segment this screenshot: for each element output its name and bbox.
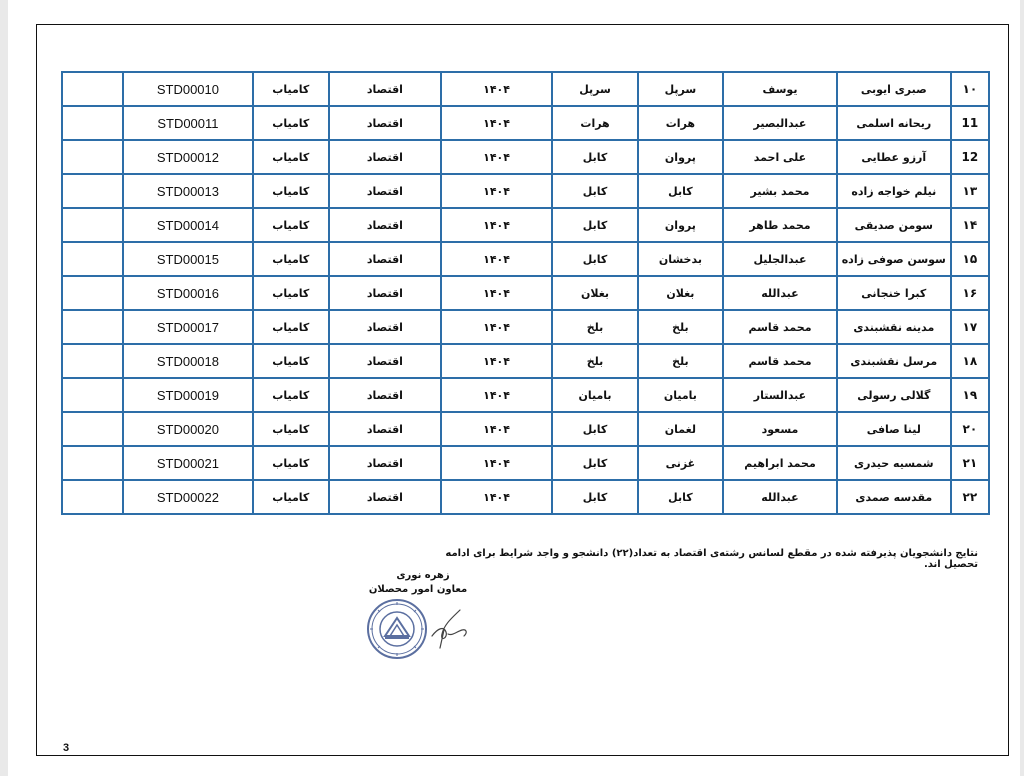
row-number: ۲۲ bbox=[951, 480, 989, 514]
birth-province: پروان bbox=[638, 140, 723, 174]
result-status: کامیاب bbox=[253, 140, 330, 174]
birth-province: کابل bbox=[638, 174, 723, 208]
empty-cell bbox=[62, 310, 123, 344]
school-province: بامیان bbox=[552, 378, 637, 412]
student-name: مدینه نقشبندی bbox=[837, 310, 951, 344]
empty-cell bbox=[62, 140, 123, 174]
graduation-year: ۱۴۰۴ bbox=[441, 446, 553, 480]
row-number: ۱۴ bbox=[951, 208, 989, 242]
school-province: کابل bbox=[552, 140, 637, 174]
result-status: کامیاب bbox=[253, 208, 330, 242]
row-number: ۱۶ bbox=[951, 276, 989, 310]
table-row bbox=[62, 446, 989, 480]
signatory-name: زهره نوری bbox=[396, 570, 450, 581]
student-name: نیلم خواجه زاده bbox=[837, 174, 951, 208]
row-number: ۱۰ bbox=[951, 72, 989, 106]
father-name: عبدالله bbox=[723, 276, 837, 310]
graduation-year: ۱۴۰۴ bbox=[441, 378, 553, 412]
faculty-name: اقتصاد bbox=[329, 208, 441, 242]
graduation-year: ۱۴۰۴ bbox=[441, 72, 553, 106]
faculty-name: اقتصاد bbox=[329, 412, 441, 446]
row-number: ۱۷ bbox=[951, 310, 989, 344]
result-status: کامیاب bbox=[253, 174, 330, 208]
result-status: کامیاب bbox=[253, 276, 330, 310]
school-province: هرات bbox=[552, 106, 637, 140]
row-number: ۲۱ bbox=[951, 446, 989, 480]
birth-province: بامیان bbox=[638, 378, 723, 412]
student-name: آرزو عطایی bbox=[837, 140, 951, 174]
school-province: کابل bbox=[552, 242, 637, 276]
empty-cell bbox=[62, 106, 123, 140]
birth-province: پروان bbox=[638, 208, 723, 242]
school-province: کابل bbox=[552, 480, 637, 514]
school-province: بغلان bbox=[552, 276, 637, 310]
faculty-name: اقتصاد bbox=[329, 242, 441, 276]
student-id: STD00012 bbox=[123, 140, 252, 174]
result-status: کامیاب bbox=[253, 412, 330, 446]
father-name: مسعود bbox=[723, 412, 837, 446]
results-footnote: نتایج دانشجویان پذیرفته شده در مقطع لسانس رشته‌ی اقتصاد به تعداد(۲۲) دانشجو و واجد شرایط برای ادامه تحصیل اند. bbox=[445, 548, 978, 570]
student-id: STD00020 bbox=[123, 412, 252, 446]
empty-cell bbox=[62, 446, 123, 480]
father-name: یوسف bbox=[723, 72, 837, 106]
birth-province: بلخ bbox=[638, 344, 723, 378]
student-name: صبری ایوبی bbox=[837, 72, 951, 106]
table-row bbox=[62, 106, 989, 140]
student-name: گلالی رسولی bbox=[837, 378, 951, 412]
empty-cell bbox=[62, 174, 123, 208]
birth-province: سرپل bbox=[638, 72, 723, 106]
row-number: ۲۰ bbox=[951, 412, 989, 446]
table-row bbox=[62, 480, 989, 514]
result-status: کامیاب bbox=[253, 242, 330, 276]
graduation-year: ۱۴۰۴ bbox=[441, 276, 553, 310]
student-name: مقدسه صمدی bbox=[837, 480, 951, 514]
students-table bbox=[61, 71, 990, 515]
student-id: STD00013 bbox=[123, 174, 252, 208]
student-name: شمسیه حیدری bbox=[837, 446, 951, 480]
table-row bbox=[62, 378, 989, 412]
result-status: کامیاب bbox=[253, 344, 330, 378]
father-name: محمد طاهر bbox=[723, 208, 837, 242]
empty-cell bbox=[62, 344, 123, 378]
student-id: STD00015 bbox=[123, 242, 252, 276]
birth-province: غزنی bbox=[638, 446, 723, 480]
student-name: ریحانه اسلمی bbox=[837, 106, 951, 140]
empty-cell bbox=[62, 378, 123, 412]
faculty-name: اقتصاد bbox=[329, 276, 441, 310]
university-seal-icon bbox=[366, 598, 428, 660]
empty-cell bbox=[62, 276, 123, 310]
empty-cell bbox=[62, 208, 123, 242]
student-name: کبرا خنجانی bbox=[837, 276, 951, 310]
table-row bbox=[62, 276, 989, 310]
document-page bbox=[8, 0, 1020, 776]
father-name: محمد ابراهیم bbox=[723, 446, 837, 480]
faculty-name: اقتصاد bbox=[329, 480, 441, 514]
result-status: کامیاب bbox=[253, 106, 330, 140]
school-province: کابل bbox=[552, 446, 637, 480]
result-status: کامیاب bbox=[253, 446, 330, 480]
school-province: سرپل bbox=[552, 72, 637, 106]
student-name: لینا صافی bbox=[837, 412, 951, 446]
table-row bbox=[62, 344, 989, 378]
faculty-name: اقتصاد bbox=[329, 344, 441, 378]
row-number: 12 bbox=[951, 140, 989, 174]
page-number: 3 bbox=[63, 742, 70, 754]
school-province: بلخ bbox=[552, 344, 637, 378]
father-name: عبدالبصیر bbox=[723, 106, 837, 140]
student-id: STD00011 bbox=[123, 106, 252, 140]
table-row bbox=[62, 72, 989, 106]
birth-province: بلخ bbox=[638, 310, 723, 344]
graduation-year: ۱۴۰۴ bbox=[441, 480, 553, 514]
student-name: مرسل نقشبندی bbox=[837, 344, 951, 378]
table-row bbox=[62, 208, 989, 242]
birth-province: کابل bbox=[638, 480, 723, 514]
faculty-name: اقتصاد bbox=[329, 378, 441, 412]
faculty-name: اقتصاد bbox=[329, 106, 441, 140]
result-status: کامیاب bbox=[253, 72, 330, 106]
birth-province: بغلان bbox=[638, 276, 723, 310]
father-name: علی احمد bbox=[723, 140, 837, 174]
graduation-year: ۱۴۰۴ bbox=[441, 174, 553, 208]
school-province: کابل bbox=[552, 412, 637, 446]
school-province: کابل bbox=[552, 208, 637, 242]
students-table-body bbox=[62, 72, 989, 514]
graduation-year: ۱۴۰۴ bbox=[441, 310, 553, 344]
father-name: عبدالله bbox=[723, 480, 837, 514]
graduation-year: ۱۴۰۴ bbox=[441, 344, 553, 378]
father-name: عبدالجلیل bbox=[723, 242, 837, 276]
row-number: ۱۳ bbox=[951, 174, 989, 208]
handwritten-signature-icon bbox=[426, 606, 472, 650]
row-number: ۱۹ bbox=[951, 378, 989, 412]
birth-province: هرات bbox=[638, 106, 723, 140]
row-number: 11 bbox=[951, 106, 989, 140]
result-status: کامیاب bbox=[253, 310, 330, 344]
faculty-name: اقتصاد bbox=[329, 446, 441, 480]
father-name: محمد قاسم bbox=[723, 344, 837, 378]
birth-province: لغمان bbox=[638, 412, 723, 446]
student-id: STD00010 bbox=[123, 72, 252, 106]
faculty-name: اقتصاد bbox=[329, 174, 441, 208]
student-id: STD00022 bbox=[123, 480, 252, 514]
school-province: بلخ bbox=[552, 310, 637, 344]
student-id: STD00016 bbox=[123, 276, 252, 310]
student-id: STD00017 bbox=[123, 310, 252, 344]
table-row bbox=[62, 174, 989, 208]
result-status: کامیاب bbox=[253, 480, 330, 514]
student-id: STD00019 bbox=[123, 378, 252, 412]
empty-cell bbox=[62, 480, 123, 514]
row-number: ۱۵ bbox=[951, 242, 989, 276]
graduation-year: ۱۴۰۴ bbox=[441, 412, 553, 446]
graduation-year: ۱۴۰۴ bbox=[441, 242, 553, 276]
row-number: ۱۸ bbox=[951, 344, 989, 378]
father-name: محمد بشیر bbox=[723, 174, 837, 208]
student-name: سومن صدیقی bbox=[837, 208, 951, 242]
table-row bbox=[62, 242, 989, 276]
birth-province: بدخشان bbox=[638, 242, 723, 276]
graduation-year: ۱۴۰۴ bbox=[441, 208, 553, 242]
empty-cell bbox=[62, 412, 123, 446]
table-row bbox=[62, 412, 989, 446]
empty-cell bbox=[62, 242, 123, 276]
signatory-title: معاون امور محصلان bbox=[368, 584, 468, 595]
empty-cell bbox=[62, 72, 123, 106]
father-name: محمد قاسم bbox=[723, 310, 837, 344]
faculty-name: اقتصاد bbox=[329, 310, 441, 344]
student-id: STD00018 bbox=[123, 344, 252, 378]
faculty-name: اقتصاد bbox=[329, 72, 441, 106]
table-row bbox=[62, 310, 989, 344]
result-status: کامیاب bbox=[253, 378, 330, 412]
school-province: کابل bbox=[552, 174, 637, 208]
graduation-year: ۱۴۰۴ bbox=[441, 140, 553, 174]
student-name: سوسن صوفی زاده bbox=[837, 242, 951, 276]
graduation-year: ۱۴۰۴ bbox=[441, 106, 553, 140]
faculty-name: اقتصاد bbox=[329, 140, 441, 174]
student-id: STD00014 bbox=[123, 208, 252, 242]
table-row bbox=[62, 140, 989, 174]
father-name: عبدالستار bbox=[723, 378, 837, 412]
student-id: STD00021 bbox=[123, 446, 252, 480]
